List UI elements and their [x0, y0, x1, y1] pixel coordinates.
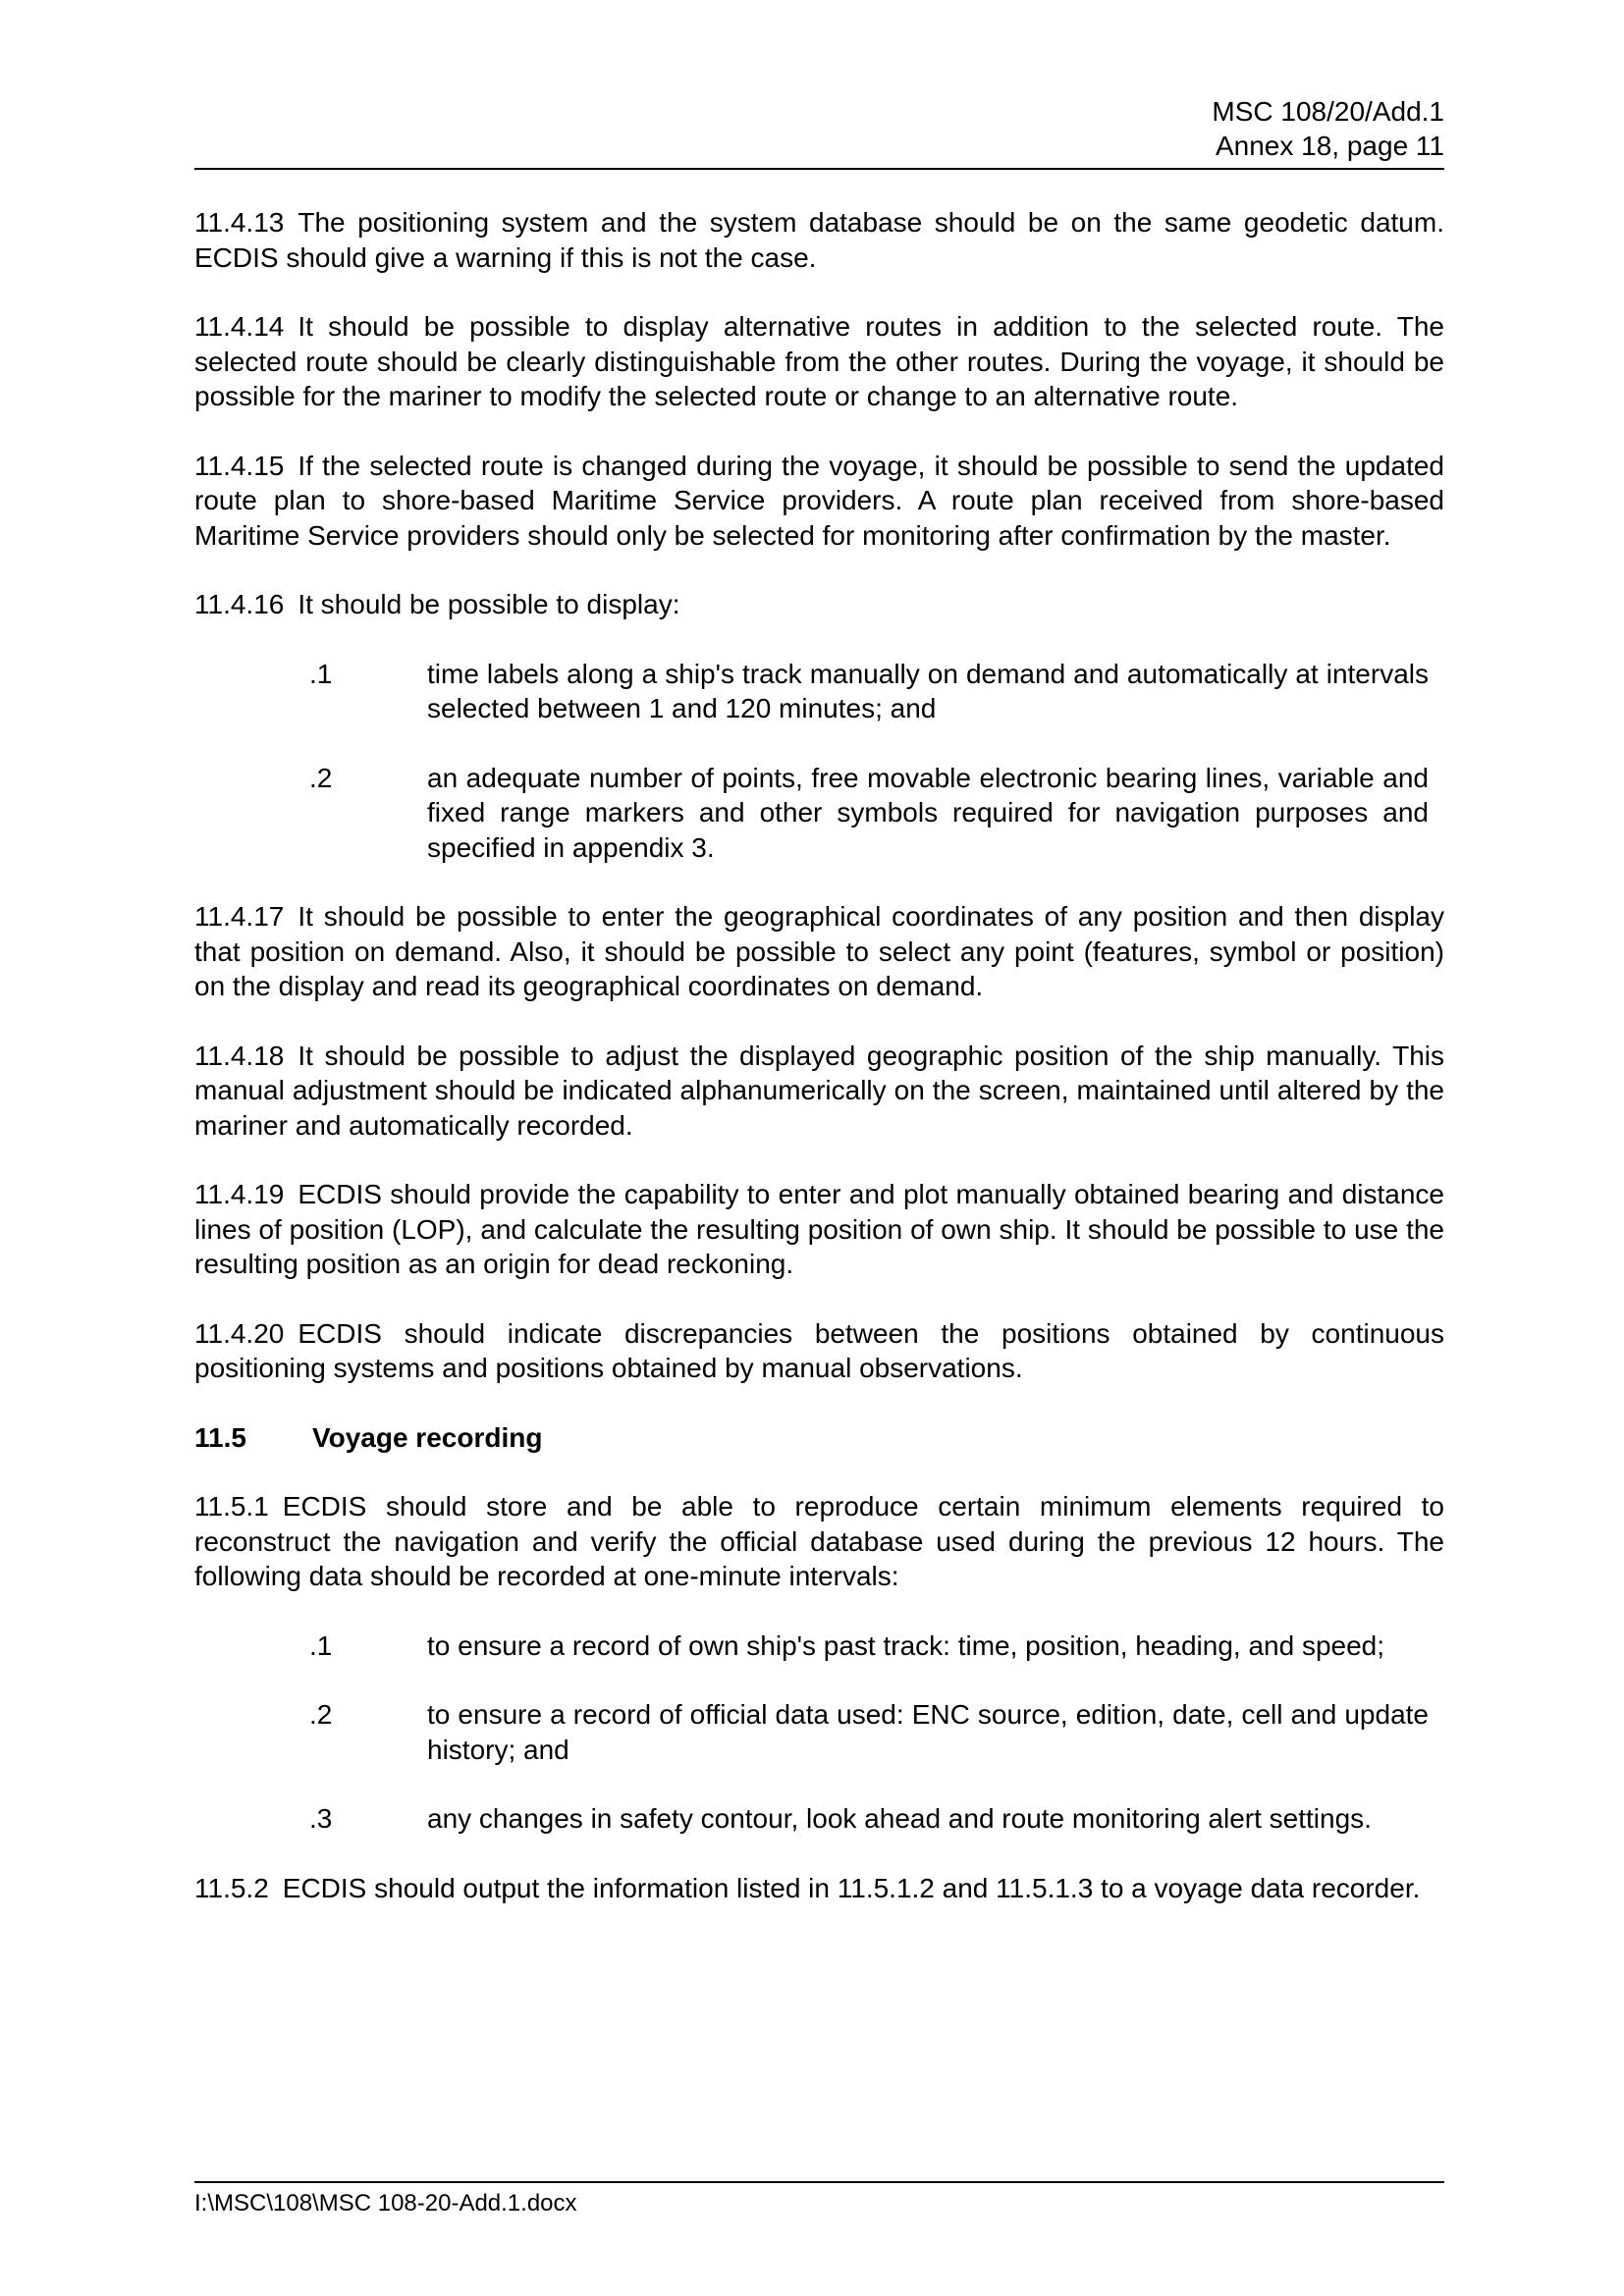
list-item	[194, 1697, 1444, 1767]
list-item	[194, 1629, 1444, 1664]
paragraph-11-5-1	[194, 1489, 1444, 1594]
paragraph-number: 11.5.1	[194, 1491, 269, 1522]
paragraph-text: If the selected route is changed during the voyage, it should be possible to send the updated route plan to shore-based Maritime Service providers. A route plan received from shore-based Maritime Service providers should only be selected for monitoring after confirmation by the master.	[194, 450, 1444, 551]
header-rule	[194, 168, 1444, 170]
paragraph-11-5-2	[194, 1871, 1444, 1906]
paragraph-number: 11.4.14	[194, 311, 285, 342]
paragraph-text: It should be possible to display alternative routes in addition to the selected route. The selected route should be clearly distinguishable from the other routes. During the voyage, it should be possible for the mariner to modify the selected route or change to an alternative route.	[194, 311, 1444, 411]
paragraph-text: It should be possible to display:	[298, 589, 680, 619]
paragraph-number: 11.4.16	[194, 589, 285, 619]
list-item-text: to ensure a record of official data used: ENC source, edition, date, cell and update history; and	[427, 1699, 1429, 1765]
list-item-text: any changes in safety contour, look ahead and route monitoring alert settings.	[427, 1803, 1372, 1834]
paragraph-11-4-16	[194, 587, 1444, 622]
paragraph-11-4-15	[194, 449, 1444, 554]
paragraph-number: 11.4.18	[194, 1040, 285, 1071]
paragraph-text: ECDIS should output the information listed in 11.5.1.2 and 11.5.1.3 to a voyage data recorder.	[282, 1872, 1421, 1903]
list-marker: .2	[309, 762, 333, 793]
page-reference: Annex 18, page 11	[1215, 131, 1444, 161]
paragraph-number: 11.5.2	[194, 1872, 269, 1903]
paragraph-number: 11.4.15	[194, 450, 285, 481]
paragraph-number: 11.4.20	[194, 1317, 285, 1349]
list-item	[194, 1801, 1444, 1837]
page-footer	[194, 2189, 577, 2218]
document-reference: MSC 108/20/Add.1	[1212, 96, 1444, 127]
paragraph-11-4-18	[194, 1039, 1444, 1144]
list-item	[194, 657, 1444, 726]
paragraph-11-4-13	[194, 205, 1444, 275]
list-item-text: an adequate number of points, free movable electronic bearing lines, variable and fixed range markers and other symbols required for navigation purposes and specified in appendix 3.	[427, 762, 1429, 863]
list-marker: .2	[309, 1699, 333, 1730]
paragraph-text: It should be possible to enter the geographical coordinates of any position and then display that position on demand. Also, it should be possible to select any point (features, symbol or position) on the display and read its geographical coordinates on demand.	[194, 901, 1444, 1001]
list-item-text: time labels along a ship's track manually on demand and automatically at intervals selected between 1 and 120 minutes; and	[427, 658, 1429, 723]
section-heading	[194, 1420, 1444, 1456]
list-marker: .1	[309, 1629, 333, 1661]
paragraph-number: 11.4.17	[194, 901, 285, 932]
list-marker: .3	[309, 1803, 333, 1834]
paragraph-text: ECDIS should store and be able to reproduce certain minimum elements required to reconstruct the navigation and verify the official database used during the previous 12 hours. The following data should be recorded at one-minute intervals:	[194, 1491, 1444, 1591]
document-body	[194, 205, 1444, 1940]
paragraph-number: 11.4.19	[194, 1179, 285, 1209]
section-title: Voyage recording	[312, 1421, 543, 1453]
paragraph-11-4-14	[194, 309, 1444, 414]
paragraph-text: The positioning system and the system database should be on the same geodetic datum. ECDIS should give a warning if this is not the case.	[194, 207, 1444, 273]
list-marker: .1	[309, 658, 333, 689]
list-item	[194, 761, 1444, 866]
list-item-text: to ensure a record of own ship's past track: time, position, heading, and speed;	[427, 1629, 1385, 1661]
section-number: 11.5	[194, 1421, 246, 1453]
paragraph-number: 11.4.13	[194, 207, 285, 238]
paragraph-text: It should be possible to adjust the displayed geographic position of the ship manually. This manual adjustment should be indicated alphanumerically on the screen, maintained until altered by the mariner and automatically recorded.	[194, 1040, 1444, 1141]
file-path: I:\MSC\108\MSC 108-20-Add.1.docx	[194, 2190, 577, 2216]
paragraph-11-4-17	[194, 899, 1444, 1004]
page-header	[194, 94, 1444, 163]
paragraph-text: ECDIS should indicate discrepancies between the positions obtained by continuous positioning systems and positions obtained by manual observations.	[194, 1317, 1444, 1383]
footer-rule	[194, 2181, 1444, 2183]
paragraph-text: ECDIS should provide the capability to enter and plot manually obtained bearing and distance lines of position (LOP), and calculate the resulting position of own ship. It should be possible to use the resulting position as an origin for dead reckoning.	[194, 1179, 1444, 1279]
paragraph-11-4-20	[194, 1316, 1444, 1386]
paragraph-11-4-19	[194, 1177, 1444, 1282]
